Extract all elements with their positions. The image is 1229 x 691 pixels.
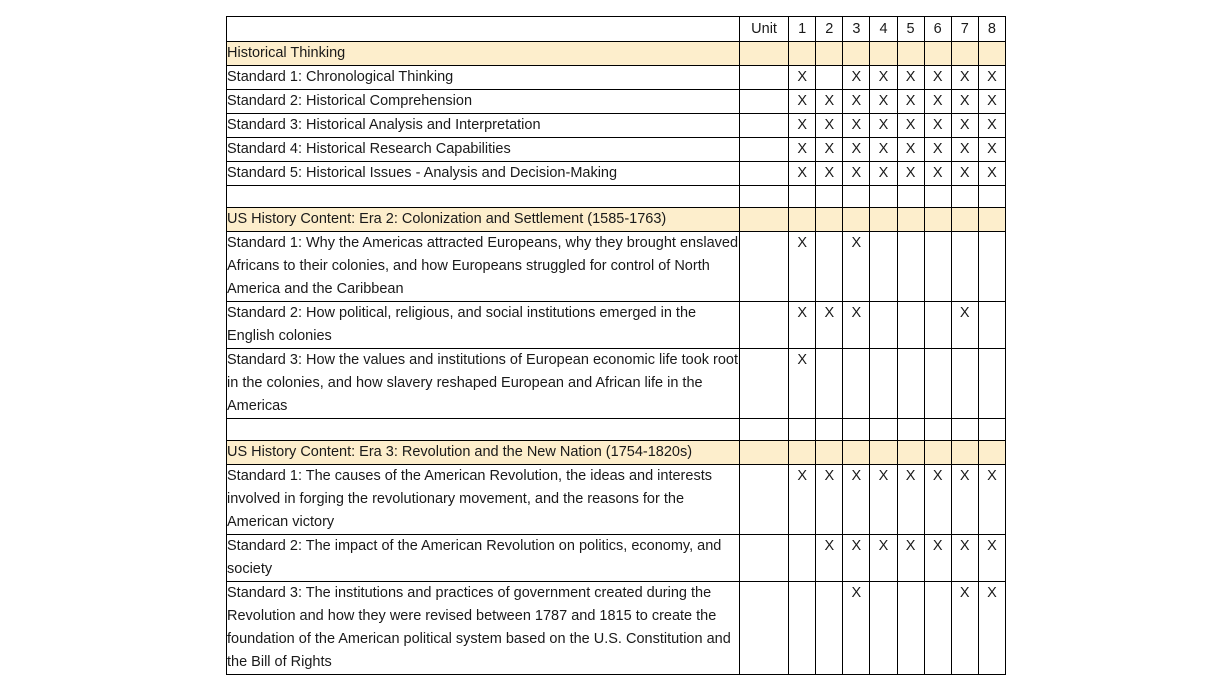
- mark-cell-unit-7: [951, 232, 978, 302]
- header-unit-6: 6: [924, 17, 951, 42]
- unit-column-cell: [739, 162, 788, 186]
- header-unit-8: 8: [978, 17, 1005, 42]
- mark-cell-unit-7: [951, 441, 978, 465]
- header-unit-7: 7: [951, 17, 978, 42]
- mark-cell-unit-7: [951, 208, 978, 232]
- mark-cell-unit-5: [897, 42, 924, 66]
- mark-cell-unit-5: X: [897, 535, 924, 582]
- mark-cell-unit-4: [870, 302, 897, 349]
- standard-label: Standard 5: Historical Issues - Analysis and Decision-Making: [227, 162, 740, 186]
- mark-cell-unit-4: [870, 232, 897, 302]
- standard-label: Standard 3: The institutions and practices of government created during the Revolution and how they were revised between 1787 and 1815 to create the foundation of the American political system based on the U.S. Constitution and the Bill of Rights: [227, 582, 740, 675]
- standard-label: Standard 1: Why the Americas attracted Europeans, why they brought enslaved Africans to their colonies, and how Europeans struggled for control of North America and the Caribbean: [227, 232, 740, 302]
- mark-cell-unit-6: X: [924, 138, 951, 162]
- mark-cell-unit-6: [924, 441, 951, 465]
- standard-label: Standard 3: Historical Analysis and Interpretation: [227, 114, 740, 138]
- mark-cell-unit-7: X: [951, 465, 978, 535]
- mark-cell-unit-4: X: [870, 66, 897, 90]
- mark-cell-unit-4: [870, 419, 897, 441]
- mark-cell-unit-1: [789, 535, 816, 582]
- mark-cell-unit-8: X: [978, 535, 1005, 582]
- table-row: [227, 349, 1006, 419]
- header-unit-4: 4: [870, 17, 897, 42]
- table-row: [227, 90, 1006, 114]
- header-unit-5: 5: [897, 17, 924, 42]
- mark-cell-unit-2: [816, 349, 843, 419]
- mark-cell-unit-3: [843, 419, 870, 441]
- section-title: US History Content: Era 2: Colonization and Settlement (1585-1763): [227, 208, 740, 232]
- mark-cell-unit-7: X: [951, 582, 978, 675]
- mark-cell-unit-8: [978, 208, 1005, 232]
- table-header-row: [227, 17, 1006, 42]
- mark-cell-unit-3: X: [843, 465, 870, 535]
- mark-cell-unit-6: [924, 349, 951, 419]
- mark-cell-unit-2: X: [816, 138, 843, 162]
- mark-cell-unit-2: [816, 582, 843, 675]
- mark-cell-unit-7: [951, 419, 978, 441]
- standard-label: Standard 2: The impact of the American Revolution on politics, economy, and society: [227, 535, 740, 582]
- mark-cell-unit-2: [816, 208, 843, 232]
- mark-cell-unit-7: X: [951, 90, 978, 114]
- mark-cell-unit-3: X: [843, 66, 870, 90]
- mark-cell-unit-5: [897, 302, 924, 349]
- mark-cell-unit-8: X: [978, 114, 1005, 138]
- mark-cell-unit-8: [978, 42, 1005, 66]
- mark-cell-unit-1: [789, 42, 816, 66]
- mark-cell-unit-2: X: [816, 535, 843, 582]
- mark-cell-unit-8: X: [978, 66, 1005, 90]
- mark-cell-unit-4: X: [870, 162, 897, 186]
- mark-cell-unit-6: X: [924, 114, 951, 138]
- section-header-row: [227, 208, 1006, 232]
- mark-cell-unit-6: X: [924, 90, 951, 114]
- spacer-cell: [227, 186, 740, 208]
- mark-cell-unit-1: X: [789, 90, 816, 114]
- header-unit-2: 2: [816, 17, 843, 42]
- mark-cell-unit-6: [924, 582, 951, 675]
- mark-cell-unit-6: [924, 419, 951, 441]
- mark-cell-unit-1: [789, 441, 816, 465]
- mark-cell-unit-1: X: [789, 465, 816, 535]
- table-row: [227, 465, 1006, 535]
- mark-cell-unit-8: X: [978, 90, 1005, 114]
- mark-cell-unit-1: [789, 582, 816, 675]
- mark-cell-unit-6: X: [924, 66, 951, 90]
- mark-cell-unit-7: X: [951, 114, 978, 138]
- mark-cell-unit-7: X: [951, 162, 978, 186]
- mark-cell-unit-2: [816, 186, 843, 208]
- mark-cell-unit-3: [843, 349, 870, 419]
- mark-cell-unit-4: [870, 441, 897, 465]
- mark-cell-unit-2: X: [816, 90, 843, 114]
- spacer-cell: [227, 419, 740, 441]
- mark-cell-unit-4: X: [870, 465, 897, 535]
- mark-cell-unit-2: X: [816, 162, 843, 186]
- standard-label: Standard 4: Historical Research Capabilities: [227, 138, 740, 162]
- mark-cell-unit-7: X: [951, 302, 978, 349]
- unit-column-cell: [739, 42, 788, 66]
- mark-cell-unit-3: X: [843, 582, 870, 675]
- mark-cell-unit-8: X: [978, 162, 1005, 186]
- mark-cell-unit-8: [978, 186, 1005, 208]
- mark-cell-unit-5: [897, 186, 924, 208]
- mark-cell-unit-3: X: [843, 232, 870, 302]
- unit-column-cell: [739, 419, 788, 441]
- mark-cell-unit-3: [843, 208, 870, 232]
- mark-cell-unit-5: X: [897, 66, 924, 90]
- mark-cell-unit-5: [897, 208, 924, 232]
- mark-cell-unit-5: [897, 232, 924, 302]
- mark-cell-unit-1: X: [789, 302, 816, 349]
- mark-cell-unit-4: X: [870, 114, 897, 138]
- mark-cell-unit-1: X: [789, 232, 816, 302]
- mark-cell-unit-4: [870, 186, 897, 208]
- table-row: [227, 162, 1006, 186]
- mark-cell-unit-5: [897, 419, 924, 441]
- mark-cell-unit-7: [951, 349, 978, 419]
- mark-cell-unit-8: X: [978, 465, 1005, 535]
- mark-cell-unit-7: X: [951, 66, 978, 90]
- mark-cell-unit-5: X: [897, 90, 924, 114]
- mark-cell-unit-3: [843, 186, 870, 208]
- table-row: [227, 66, 1006, 90]
- mark-cell-unit-3: [843, 441, 870, 465]
- mark-cell-unit-7: [951, 186, 978, 208]
- mark-cell-unit-8: [978, 441, 1005, 465]
- mark-cell-unit-8: [978, 302, 1005, 349]
- spacer-row: [227, 186, 1006, 208]
- mark-cell-unit-3: X: [843, 535, 870, 582]
- mark-cell-unit-8: X: [978, 138, 1005, 162]
- mark-cell-unit-2: [816, 441, 843, 465]
- mark-cell-unit-6: X: [924, 162, 951, 186]
- mark-cell-unit-6: [924, 186, 951, 208]
- mark-cell-unit-1: [789, 186, 816, 208]
- mark-cell-unit-4: X: [870, 138, 897, 162]
- standard-label: Standard 2: Historical Comprehension: [227, 90, 740, 114]
- mark-cell-unit-1: X: [789, 349, 816, 419]
- section-header-row: [227, 42, 1006, 66]
- table-row: [227, 582, 1006, 675]
- mark-cell-unit-2: X: [816, 465, 843, 535]
- mark-cell-unit-7: X: [951, 535, 978, 582]
- table-row: [227, 535, 1006, 582]
- header-blank-cell: [227, 17, 740, 42]
- mark-cell-unit-2: [816, 42, 843, 66]
- standards-alignment-sheet: [226, 16, 1006, 675]
- mark-cell-unit-1: X: [789, 138, 816, 162]
- mark-cell-unit-6: [924, 232, 951, 302]
- mark-cell-unit-7: [951, 42, 978, 66]
- section-header-row: [227, 441, 1006, 465]
- mark-cell-unit-8: [978, 349, 1005, 419]
- mark-cell-unit-6: X: [924, 465, 951, 535]
- mark-cell-unit-5: [897, 349, 924, 419]
- mark-cell-unit-6: [924, 302, 951, 349]
- mark-cell-unit-8: [978, 232, 1005, 302]
- mark-cell-unit-1: X: [789, 162, 816, 186]
- header-unit-3: 3: [843, 17, 870, 42]
- mark-cell-unit-1: [789, 208, 816, 232]
- mark-cell-unit-5: X: [897, 138, 924, 162]
- mark-cell-unit-7: X: [951, 138, 978, 162]
- unit-column-cell: [739, 138, 788, 162]
- unit-column-cell: [739, 114, 788, 138]
- section-title: Historical Thinking: [227, 42, 740, 66]
- spacer-row: [227, 419, 1006, 441]
- mark-cell-unit-1: [789, 419, 816, 441]
- table-row: [227, 114, 1006, 138]
- mark-cell-unit-4: X: [870, 535, 897, 582]
- unit-column-cell: [739, 90, 788, 114]
- unit-column-cell: [739, 582, 788, 675]
- standard-label: Standard 2: How political, religious, and social institutions emerged in the English colonies: [227, 302, 740, 349]
- unit-column-cell: [739, 441, 788, 465]
- mark-cell-unit-4: [870, 208, 897, 232]
- unit-column-cell: [739, 349, 788, 419]
- mark-cell-unit-3: X: [843, 162, 870, 186]
- unit-column-cell: [739, 465, 788, 535]
- mark-cell-unit-3: X: [843, 302, 870, 349]
- unit-column-cell: [739, 302, 788, 349]
- mark-cell-unit-8: X: [978, 582, 1005, 675]
- table-row: [227, 138, 1006, 162]
- mark-cell-unit-5: X: [897, 465, 924, 535]
- mark-cell-unit-5: [897, 582, 924, 675]
- mark-cell-unit-5: X: [897, 114, 924, 138]
- mark-cell-unit-4: [870, 42, 897, 66]
- section-title: US History Content: Era 3: Revolution and the New Nation (1754-1820s): [227, 441, 740, 465]
- unit-column-cell: [739, 186, 788, 208]
- mark-cell-unit-4: X: [870, 90, 897, 114]
- unit-column-cell: [739, 66, 788, 90]
- mark-cell-unit-3: X: [843, 138, 870, 162]
- mark-cell-unit-4: [870, 582, 897, 675]
- table-row: [227, 232, 1006, 302]
- mark-cell-unit-2: X: [816, 302, 843, 349]
- mark-cell-unit-1: X: [789, 114, 816, 138]
- standard-label: Standard 1: The causes of the American Revolution, the ideas and interests involved in forging the revolutionary movement, and the reasons for the American victory: [227, 465, 740, 535]
- standard-label: Standard 1: Chronological Thinking: [227, 66, 740, 90]
- mark-cell-unit-2: [816, 419, 843, 441]
- mark-cell-unit-3: [843, 42, 870, 66]
- standard-label: Standard 3: How the values and institutions of European economic life took root in the colonies, and how slavery reshaped European and African life in the Americas: [227, 349, 740, 419]
- header-unit-1: 1: [789, 17, 816, 42]
- mark-cell-unit-2: X: [816, 114, 843, 138]
- unit-column-cell: [739, 535, 788, 582]
- mark-cell-unit-6: [924, 42, 951, 66]
- mark-cell-unit-6: X: [924, 535, 951, 582]
- unit-column-cell: [739, 208, 788, 232]
- mark-cell-unit-1: X: [789, 66, 816, 90]
- mark-cell-unit-6: [924, 208, 951, 232]
- mark-cell-unit-2: [816, 232, 843, 302]
- mark-cell-unit-3: X: [843, 114, 870, 138]
- mark-cell-unit-4: [870, 349, 897, 419]
- unit-column-cell: [739, 232, 788, 302]
- table-row: [227, 302, 1006, 349]
- standards-alignment-table: [226, 16, 1006, 675]
- header-unit-label: Unit: [739, 17, 788, 42]
- mark-cell-unit-3: X: [843, 90, 870, 114]
- mark-cell-unit-8: [978, 419, 1005, 441]
- mark-cell-unit-2: [816, 66, 843, 90]
- mark-cell-unit-5: X: [897, 162, 924, 186]
- mark-cell-unit-5: [897, 441, 924, 465]
